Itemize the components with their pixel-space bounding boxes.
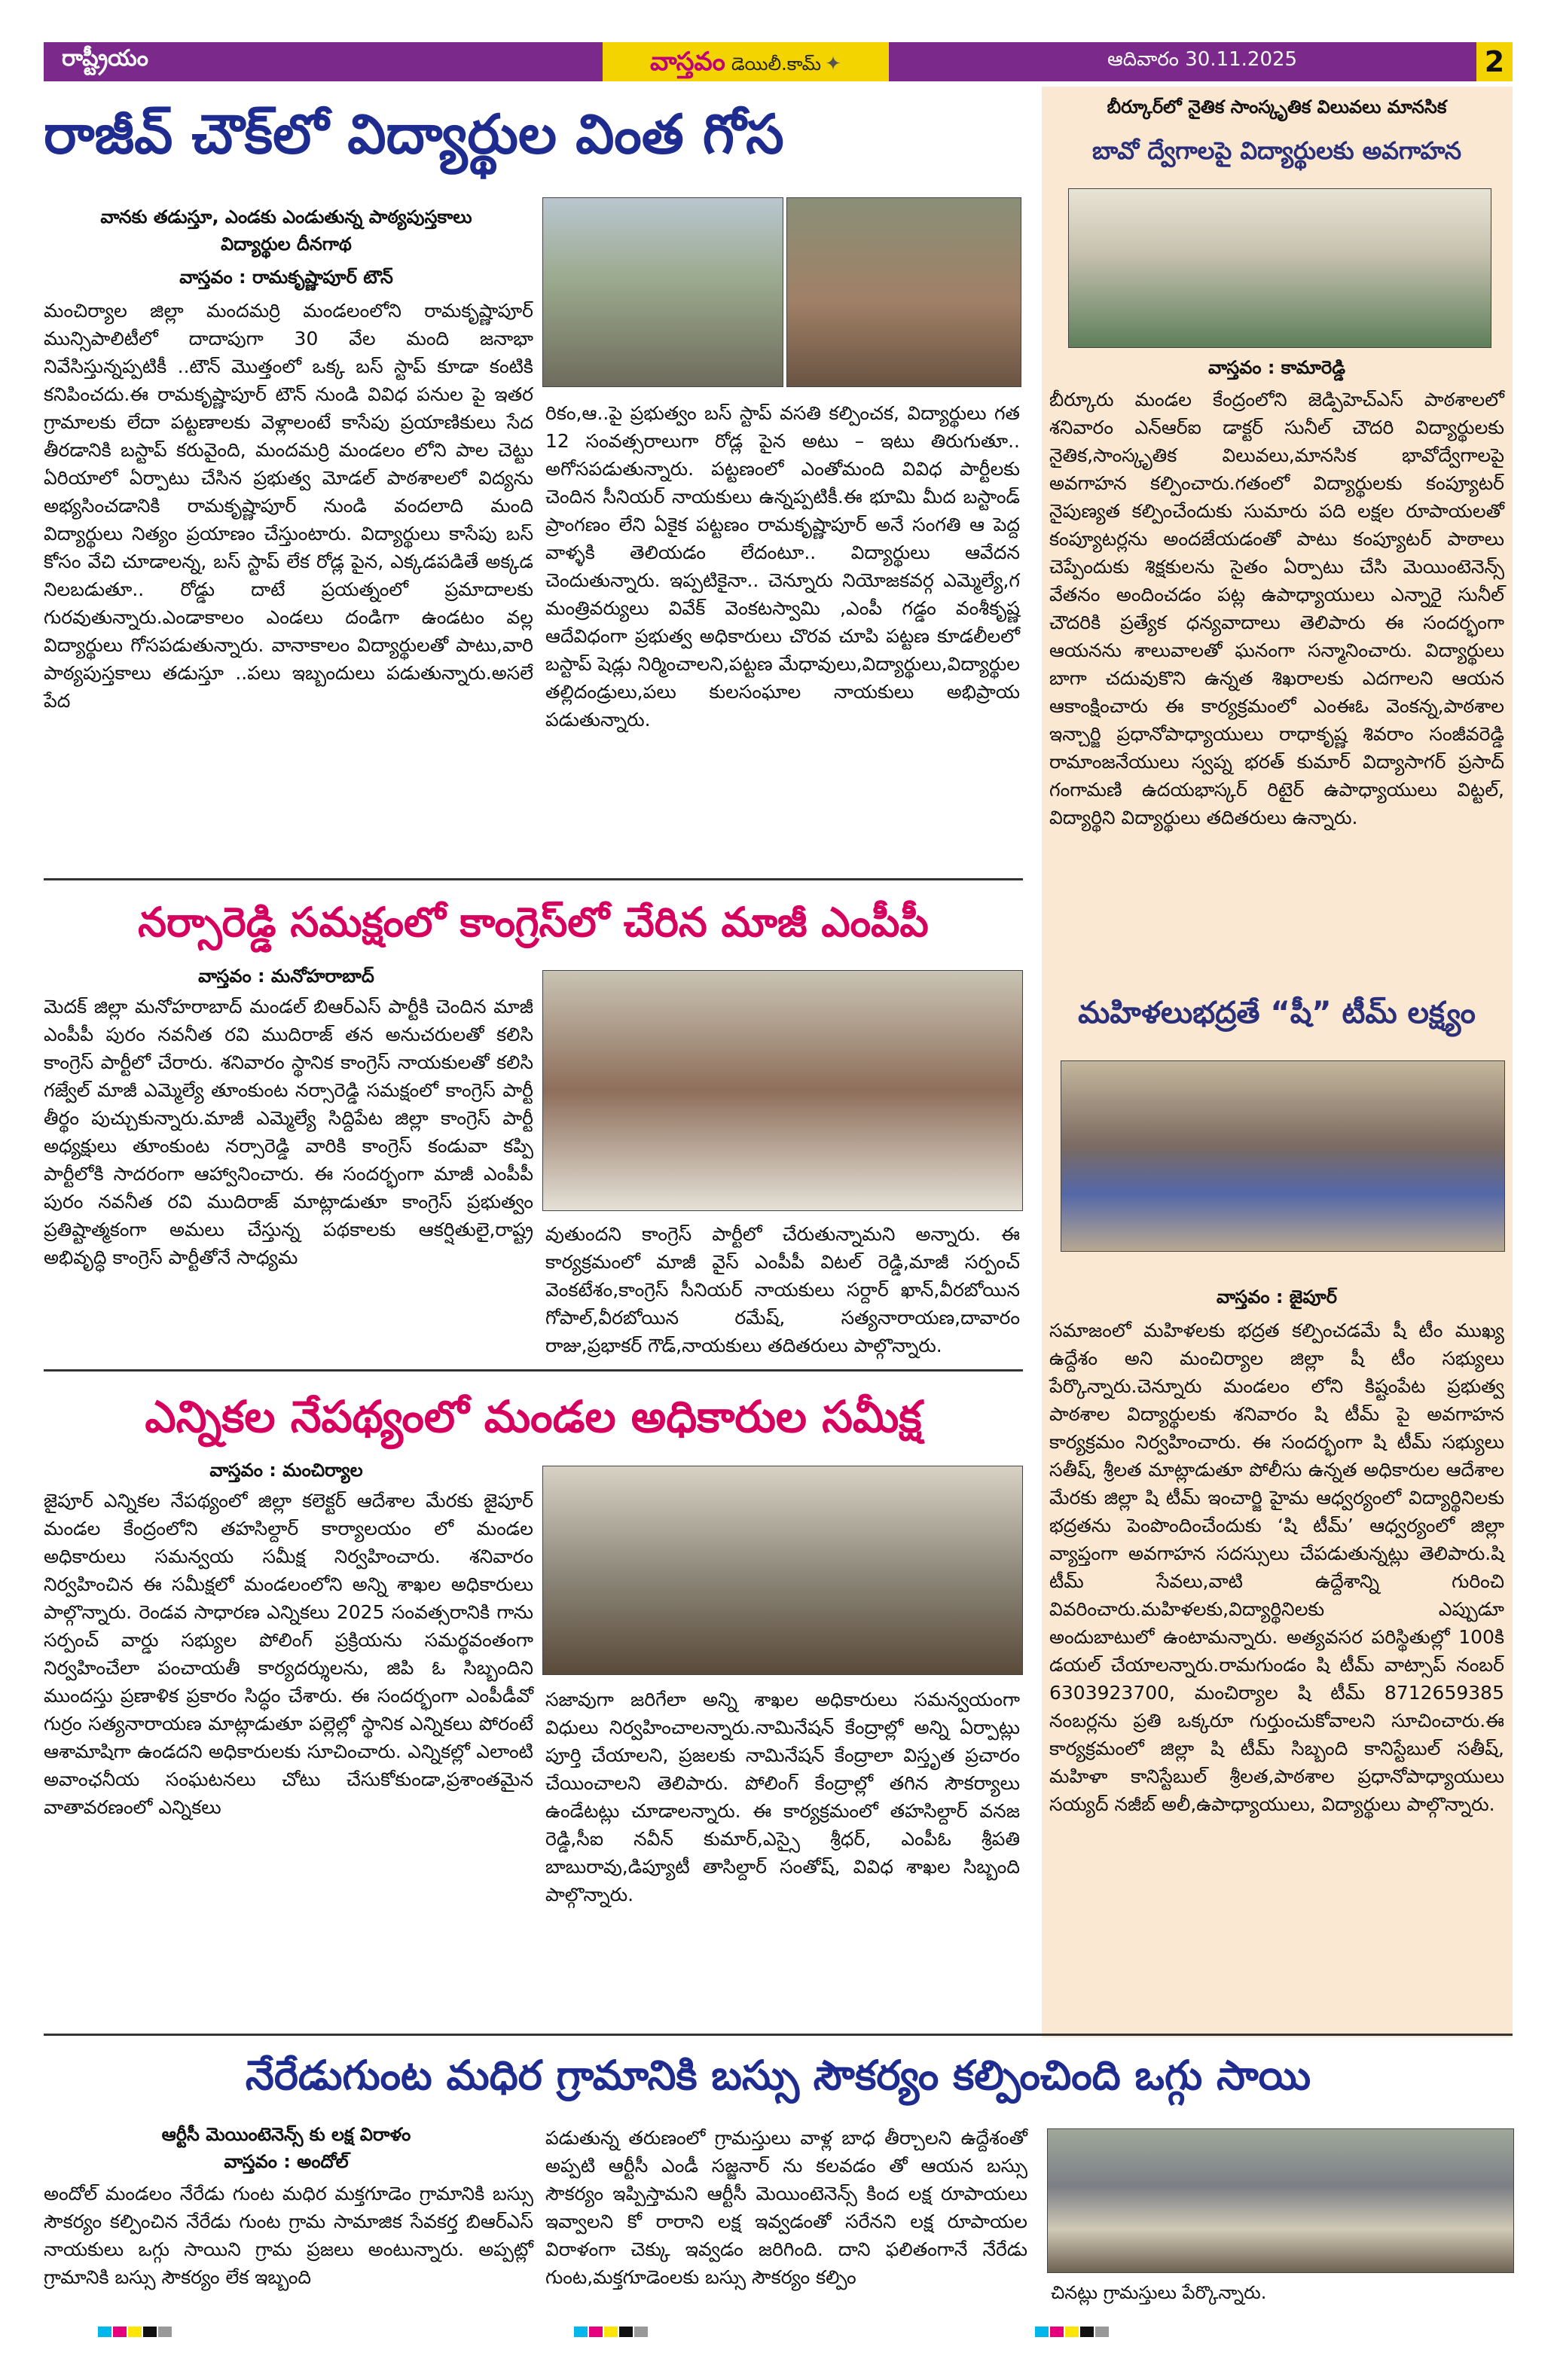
story4-col1: అందోల్ మండలం నేరేడు గుంట మధిర మక్తగూడెం గ్రామానికి బస్సు సౌకర్యం కల్పించిన నేరేడు గుంట గ్రామ సామాజిక సేవకర్త బిఆర్ఎస్ నాయకులు ఒగ్గు సాయిని గ్రామ ప్రజలు అంటున్నారు. అప్పట్లో గ్రామానికి బస్సు సౌకర్యం లేక ఇబ్బంది <box>44 2183 533 2288</box>
story1-photo-right <box>786 197 1021 387</box>
story3-dateline: వాస్తవం : మంచిర్యాల <box>209 1460 363 1481</box>
sidebar1-kicker: బీర్కూర్‌లో నైతిక సాంస్కృతిక విలువలు మానసిక <box>1107 96 1447 117</box>
story1-dateline: వాస్తవం : రామకృష్ణాపూర్ టౌన్ <box>179 267 393 288</box>
sidebar1-headline: బావో ద్వేగాలపై విద్యార్థులకు అవగాహన <box>1091 136 1462 165</box>
brand-name: వాస్తవం <box>650 47 725 77</box>
story4-col2: పడుతున్న తరుణంలో గ్రామస్తులు వాళ్ల బాధ తీర్చాలని ఉద్దేశంతో అప్పటి ఆర్టీసీ ఎండీ సజ్జనార్ ను కలవడం తో ఆయన బస్సు సౌకర్యం ఇప్పిస్తామని ఆర్టీసీ మెయింటెనెన్స్ కింద లక్ష రూపాయలు ఇవ్వాలని కో రారాని లక్ష ఇవ్వడంతో సరేనని లక్ష రూపాయల విరాళంగా చెక్కు ఇవ్వడం జరిగింది. దాని ఫలితంగానే నేరేడు గుంట,మక్తగూడెంలకు బస్సు సౌకర్యం కల్పిం <box>545 2127 1027 2288</box>
divider <box>44 878 1023 880</box>
story3-col2: సజావుగా జరిగేలా అన్ని శాఖల అధికారులు సమన్వయంగా విధులు నిర్వహించాలన్నారు.నామినేషన్ కేంద్రాల్లో అన్ని ఏర్పాట్లు పూర్తి చేయాలని, ప్రజలకు నామినేషన్ కేంద్రాలా విస్తృత ప్రచారం చేయించాలని తెలిపారు. పోలింగ్ కేంద్రాల్లో తగిన సౌకర్యాలు ఉండేటట్లు చూడాలన్నారు. ఈ కార్యక్రమంలో తహసిల్దార్ వనజ రెడ్డి,సీఐ నవీన్ కుమార్,ఎస్సై శ్రీధర్, ఎంపీఓ శ్రీపతి బాబురావు,డిప్యూటీ తాసిల్దార్ సంతోష్, వివిధ శాఖల సిబ్బంది పాల్గొన్నారు. <box>545 1689 1020 1906</box>
story4-kicker: ఆర్టీసీ మెయింటెనెన్స్ కు లక్ష విరాళం <box>161 2124 411 2145</box>
sidebar2-dateline: వాస్తవం : జైపూర్ <box>1217 1286 1337 1307</box>
sidebar1-photo <box>1068 188 1491 348</box>
sidebar2-body: సమాజంలో మహిళలకు భద్రత కల్పించడమే షీ టీం ముఖ్య ఉద్దేశం అని మంచిర్యాల జిల్లా షీ టీం సభ్యులు పేర్కొన్నారు.చెన్నూరు మండలం లోని కిష్టంపేట ప్రభుత్వ పాఠశాల విద్యార్థులకు శనివారం షి టీమ్ పై అవగాహన కార్యక్రమం నిర్వహించారు. ఈ సందర్భంగా షి టీమ్ సభ్యులు సతీష్, శ్రీలత మాట్లాడుతూ పోలీసు ఉన్నత అధికారుల ఆదేశాల మేరకు జిల్లా షి టీమ్ ఇంచార్జి హైమ ఆధ్వర్యంలో విద్యార్థినిలకు భద్రతను పెంపొందించేందుకు ‘షి టీమ్’ ఆధ్వర్యంలో జిల్లా వ్యాప్తంగా అవగాహన సదస్సులు చేపడుతున్నట్లు తెలిపారు.షి టీమ్ సేవలు,వాటి ఉద్దేశాన్ని గురించి వివరించారు.మహిళలకు,విద్యార్థినిలకు ఎప్పుడూ అందుబాటులో ఉంటామన్నారు. అత్యవసర పరిస్థితుల్లో 100కి డయల్ చేయాలన్నారు.రామగుండం షి టీమ్ వాట్సాప్ నంబర్ 6303923700, మంచిర్యాల షి టీమ్ 8712659385 నంబర్లను ప్రతి ఒక్కరూ గుర్తుంచుకోవాలని సూచించారు.ఈ కార్యక్రమంలో జిల్లా షి టీమ్ సిబ్బంది కానిస్టేబుల్ సతీష్, మహిళా కానిస్టేబుల్ శ్రీలత,పాఠశాల ప్రధానోపాధ్యాయులు సయ్యద్ నజీబ్ అలీ,ఉపాధ్యాయులు, విద్యార్థులు పాల్గొన్నారు. <box>1049 1320 1504 1815</box>
sidebar2-photo <box>1061 1060 1505 1252</box>
masthead-brand <box>603 42 889 81</box>
story3-headline: ఎన్నికల నేపథ్యంలో మండల అధికారుల సమీక్ష <box>145 1391 922 1442</box>
story4-dateline: వాస్తవం : అందోల్ <box>224 2151 349 2172</box>
story4-headline: నేరేడుగుంట మధిర గ్రామానికి బస్సు సౌకర్యం కల్పించింది ఒగ్గు సాయి <box>245 2052 1311 2099</box>
section-label: రాష్ట్రీయం <box>62 45 148 72</box>
divider <box>44 2034 1513 2036</box>
story2-col2: వుతుందని కాంగ్రెస్ పార్టీలో చేరుతున్నామని అన్నారు. ఈ కార్యక్రమంలో మాజీ వైస్ ఎంపీపీ విటల్ రెడ్డి,మాజీ సర్పంచ్ వెంకటేశం,కాంగ్రెస్ సీనియర్ నాయకులు సర్దార్ ఖాన్,వీరబోయిన గోపాల్,వీరబోయిన రమేష్, సత్యనారాయణ,దావారం రాజు,ప్రభాకర్ గౌడ్,నాయకులు తదితరులు పాల్గొన్నారు. <box>545 1223 1020 1356</box>
divider <box>44 1369 1023 1372</box>
story2-dateline: వాస్తవం : మనోహరాబాద్ <box>198 966 374 987</box>
story1-photo-left <box>542 197 783 387</box>
sidebar2-headline: మహిళలుభద్రతే “షీ” టీమ్ లక్ష్యం <box>1078 996 1476 1030</box>
story2-photo <box>542 970 1023 1211</box>
story1-col1: మంచిర్యాల జిల్లా మందమర్రి మండలంలోని రామకృష్ణాపూర్ మున్సిపాలిటీలో దాదాపుగా 30 వేల మంది జనాభా నివేసిస్తున్నప్పటికీ ..టౌన్ మొత్తంలో ఒక్క బస్ స్టాప్ కూడా కంటికి కనిపించదు.ఈ రామకృష్ణాపూర్ టౌన్ నుండి వివిధ పనుల పై ఇతర గ్రామాలకు లేదా పట్టణాలకు వెళ్లాలంటే కాసేపు ప్రయాణికులు సేద తీరడానికి బస్టాప్ కరువైంది, మందమర్రి మండలం లోని పాల చెట్టు ఏరియాలో ఏర్పాటు చేసిన ప్రభుత్వ మోడల్ పాఠశాలలో విద్యను అభ్యసించడానికి రామకృష్ణాపూర్ నుండి వందలాది మంది విద్యార్థులు నిత్యం ప్రయాణం చేస్తుంటారు. విద్యార్థులు కాసేపు బస్ కోసం వేచి చూడాలన్న, బస్ స్టాప్ లేక రోడ్ల పైన, ఎక్కడపడితే అక్కడ నిలబడుతూ.. రోడ్డు దాటే ప్రయత్నంలో ప్రమాదాలకు గురవుతున్నారు.ఎండాకాలం ఎండలు దండిగా ఉండటం వల్ల విద్యార్థులు గోసపడుతున్నారు. వానాకాలం విద్యార్థులతో పాటు,వారి పాఠ్యపుస్తకాలు తడుస్తూ ..పలు ఇబ్బందులు పడుతున్నారు.అసలే పేద <box>44 300 533 712</box>
story4-photo <box>1047 2128 1514 2273</box>
print-registration-strip <box>98 2326 1529 2341</box>
story1-headline: రాజీవ్ చౌక్‌లో విద్యార్థుల వింత గోస <box>44 102 784 166</box>
story2-col1: మెదక్ జిల్లా మనోహరాబాద్ మండల్ బిఆర్ఎస్ పార్టీకి చెందిన మాజీ ఎంపీపీ పురం నవనీత రవి ముదిరాజ్ తన అనుచరులతో కలిసి కాంగ్రెస్ పార్టీలో చేరారు. శనివారం స్థానిక కాంగ్రెస్ నాయకులతో కలిసి గజ్వేల్ మాజీ ఎమ్మెల్యే తూంకుంట నర్సారెడ్డి సమక్షంలో కాంగ్రెస్ పార్టీ తీర్థం పుచ్చుకున్నారు.మాజీ ఎమ్మెల్యే సిద్దిపేట జిల్లా కాంగ్రెస్ పార్టీ అధ్యక్షులు తూంకుంట నర్సారెడ్డి వారికి కాంగ్రెస్ కండువా కప్పి పార్టీలోకి సాదరంగా ఆహ్వానించారు. ఈ సందర్భంగా మాజీ ఎంపీపీ పురం నవనీత రవి ముదిరాజ్ మాట్లాడుతూ కాంగ్రెస్ ప్రభుత్వం ప్రతిష్టాత్మకంగా అమలు చేస్తున్న పథకాలకు ఆకర్షితులై,రాష్ట్ర అభివృద్ధి కాంగ్రెస్ పార్టీతోనే సాధ్యమ <box>44 996 533 1268</box>
story1-kicker: వానకు తడుస్తూ, ఎండకు ఎండుతున్న పాఠ్యపుస్తకాలు విద్యార్థుల దీనగాథ <box>100 206 472 255</box>
page-number: 2 <box>1476 42 1513 81</box>
sidebar1-body: బీర్కూరు మండల కేంద్రంలోని జెడ్పిహెచ్ఎస్ పాఠశాలలో శనివారం ఎన్ఆర్ఐ డాక్టర్ సునీల్ చౌదరి విద్యార్థులకు నైతిక,సాంస్కృతిక విలువలు,మానసిక భావోద్వేగాలపై అవగాహన కల్పించారు.గతంలో విద్యార్థులకు కంప్యూటర్ నైపుణ్యత కల్పించేందుకు సుమారు పది లక్షల రూపాయలతో కంప్యూటర్లను అందజేయడంతో పాటు కంప్యూటర్ పాఠాలు చెప్పేందుకు శిక్షకులను సైతం ఏర్పాటు చేసి మెయింటెనెన్స్ వేతనం అందించడం పట్ల ఉపాధ్యాయులు ఎన్నారై సునీల్ చౌదరికి ప్రత్యేక ధన్యవాదాలు తెలిపారు ఈ సందర్భంగా ఆయనను శాలువాలతో ఘనంగా సన్మానించారు. విద్యార్థులు బాగా చదువుకొని ఉన్నత శిఖరాలకు ఎదగాలని ఆయన ఆకాంక్షించారు ఈ కార్యక్రమంలో ఎంఈఓ వెంకన్న,పాఠశాల ఇన్చార్జి ప్రధానోపాధ్యాయులు రాధాకృష్ణ శివరాం సంజీవరెడ్డి రామాంజనేయులు స్వప్న భరత్ కుమార్ విద్యాసాగర్ ప్రసాద్ గంగామణి ఉదయభాస్కర్ రిటైర్ ఉపాధ్యాయులు విట్టల్, విద్యార్థిని విద్యార్థులు తదితరులు ఉన్నారు. <box>1049 389 1504 828</box>
issue-date: ఆదివారం 30.11.2025 <box>1107 48 1298 71</box>
story2-headline: నర్సారెడ్డి సమక్షంలో కాంగ్రెస్‌లో చేరిన మాజీ ఎంపీపీ <box>138 899 929 946</box>
story3-photo <box>542 1466 1023 1675</box>
story3-col1: జైపూర్ ఎన్నికల నేపథ్యంలో జిల్లా కలెక్టర్ ఆదేశాల మేరకు జైపూర్ మండల కేంద్రంలోని తహసిల్దార్ కార్యాలయం లో మండల అధికారులు సమన్వయ సమీక్ష నిర్వహించారు. శనివారం నిర్వహించిన ఈ సమీక్షలో మండలంలోని అన్ని శాఖల అధికారులు పాల్గొన్నారు. రెండవ సాధారణ ఎన్నికలు 2025 సంవత్సరానికి గాను సర్పంచ్ వార్డు సభ్యుల పోలింగ్ ప్రక్రియను సమర్థవంతంగా నిర్వహించేలా పంచాయతీ కార్యదర్శులను, జిపి ఓ సిబ్బందిని ముందస్తు ప్రణాళిక ప్రకారం సిద్ధం చేశారు. ఈ సందర్భంగా ఎంపీడీవో గుర్రం సత్యనారాయణ మాట్లాడుతూ పల్లెల్లో స్థానిక ఎన్నికలు పోరంటే ఆశామాషిగా ఉండదని అధికారులకు సూచించారు. ఎన్నికల్లో ఎలాంటి అవాంఛనీయ సంఘటనలు చోటు చేసుకోకుండా,ప్రశాంతమైన వాతావరణంలో ఎన్నికలు <box>44 1490 533 1818</box>
brand-sub: డెయిలీ.కామ్ <box>731 53 822 75</box>
story1-col2: రికం,ఆ..పై ప్రభుత్వం బస్ స్టాప్ వసతి కల్పించక, విద్యార్థులు గత 12 సంవత్సరాలుగా రోడ్ల పైన అటు – ఇటు తిరుగుతూ.. అగోసపడుతున్నారు. పట్టణంలో ఎంతోమంది వివిధ పార్టీలకు చెందిన సీనియర్ నాయకులు ఉన్నప్పటికీ.ఈ భూమి మీద బస్టాండ్ ప్రాంగణం లేని ఏకైక పట్టణం రామకృష్ణాపూర్ అనే సంగతి ఆ పెద్ద వాళ్ళకి తెలియడం లేదంటూ.. విద్యార్థులు ఆవేదన చెందుతున్నారు. ఇప్పటికైనా.. చెన్నూరు నియోజకవర్గ ఎమ్మెల్యే,గ మంత్రివర్యులు వివేక్ వెంకటస్వామి ,ఎంపీ గడ్డం వంశీకృష్ణ ఆదేవిధంగా ప్రభుత్వ అధికారులు చొరవ చూపి పట్టణ కూడలీలలో బస్టాప్ షెడ్లు నిర్మించాలని,పట్టణ మేధావులు,విద్యార్థులు,విద్యార్థుల తల్లిదండ్రులు,పలు కులసంఘాల నాయకులు అభిప్రాయ పడుతున్నారు. <box>545 402 1020 731</box>
sidebar1-dateline: వాస్తవం : కామారెడ్డి <box>1208 357 1345 378</box>
story4-caption: చినట్లు గ్రామస్తులు పేర్కొన్నారు. <box>1051 2282 1267 2303</box>
bird-icon: ✦ <box>825 53 841 75</box>
